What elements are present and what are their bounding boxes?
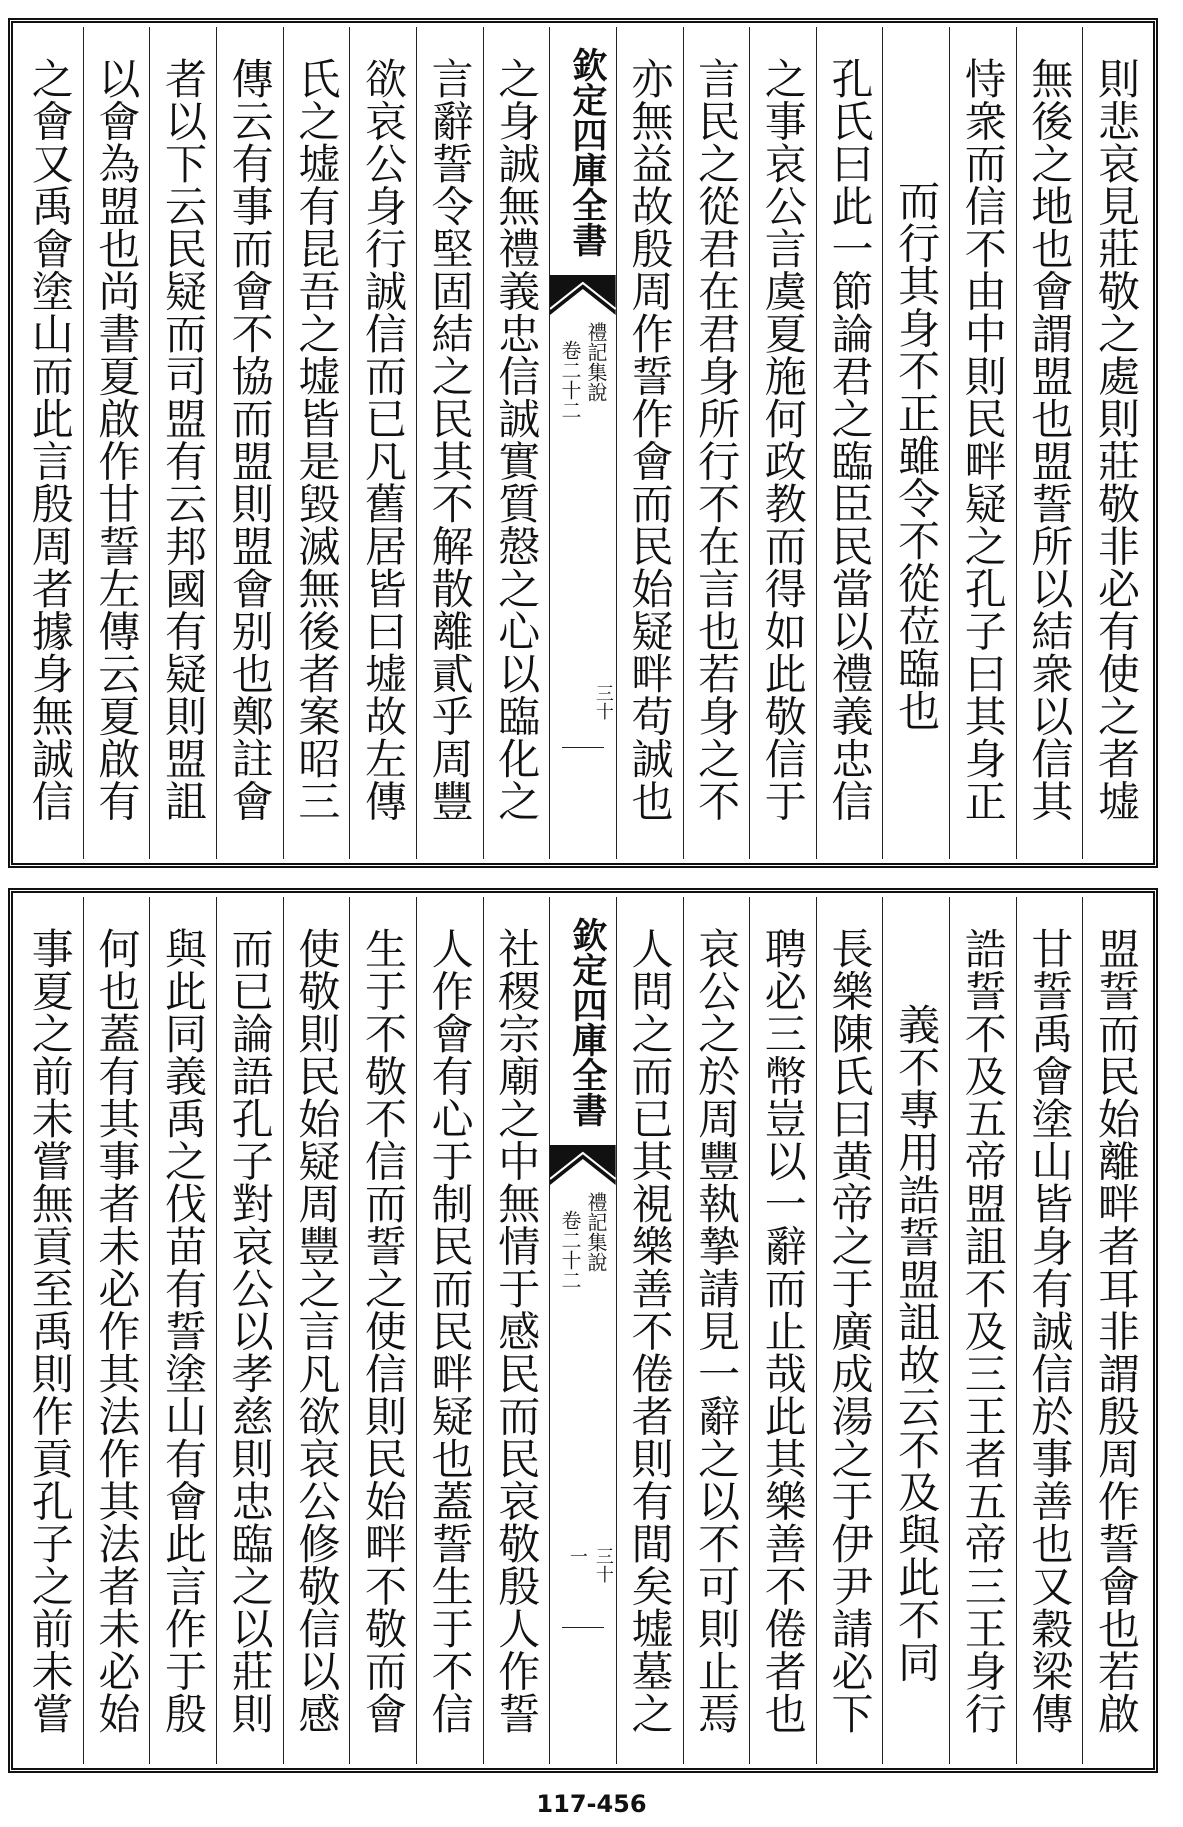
text-column: 生于不敬不信而誓之使信則民始畔不敬而會	[349, 897, 416, 1764]
top-page	[8, 18, 1158, 868]
fold-tick	[562, 1627, 604, 1628]
book-title: 禮記集說	[584, 1192, 609, 1272]
text-column: 恃衆而信不由中則民畔疑之孔子曰其身正	[949, 27, 1016, 859]
text-column: 義不專用誥誓盟詛故云不及與此不同	[882, 897, 949, 1764]
text-column: 何也蓋有其事者未必作其法作其法者未必始	[83, 897, 150, 1764]
text-column: 聘必三幣豈以一辭而止哉此其樂善不倦者也	[749, 897, 816, 1764]
volume-label: 卷二十二	[558, 1210, 583, 1290]
text-column: 以會為盟也尚書夏啟作甘誓左傳云夏啟有	[83, 27, 150, 859]
center-fold-column	[549, 27, 616, 859]
text-column: 言辭誓令堅固結之民其不解散離貳乎周豐	[416, 27, 483, 859]
page-code: 117-456	[536, 1790, 647, 1818]
text-column: 盟誓而民始離畔者耳非謂殷周作誓會也若啟	[1082, 897, 1149, 1764]
text-column: 無後之地也會謂盟也盟誓所以結衆以信其	[1016, 27, 1083, 859]
text-column: 哀公之於周豐執摯請見一辭之以不可則止焉	[683, 897, 750, 1764]
text-column: 與此同義禹之伐苗有誓塗山有會此言作于殷	[149, 897, 216, 1764]
collection-title: 欽定四庫全書	[566, 47, 608, 257]
text-column: 孔氏曰此一節論君之臨臣民當以禮義忠信	[816, 27, 883, 859]
fish-tail-ornament	[550, 1145, 616, 1185]
book-info	[550, 322, 616, 442]
text-column: 長樂陳氏曰黄帝之于廣成湯之于伊尹請必下	[816, 897, 883, 1764]
volume-label: 卷二十二	[558, 340, 583, 420]
text-column: 而行其身不正雖令不從莅臨也	[882, 27, 949, 859]
top-page-columns	[17, 27, 1149, 859]
book-info	[550, 1192, 616, 1312]
text-column: 而已論語孔子對哀公以孝慈則忠臨之以莊則	[216, 897, 283, 1764]
text-column: 言民之從君在君身所行不在言也若身之不	[683, 27, 750, 859]
book-title: 禮記集說	[584, 322, 609, 402]
leaf-number: 三十	[592, 684, 614, 720]
text-column: 者以下云民疑而司盟有云邦國有疑則盟詛	[149, 27, 216, 859]
fish-tail-ornament	[550, 275, 616, 315]
collection-title: 欽定四庫全書	[566, 917, 608, 1127]
text-column: 人問之而已其視樂善不倦者則有間矣墟墓之	[616, 897, 683, 1764]
text-column: 人作會有心于制民而民畔疑也蓋誓生于不信	[416, 897, 483, 1764]
text-column: 則悲哀見莊敬之處則莊敬非必有使之者墟	[1082, 27, 1149, 859]
fold-tick	[562, 747, 604, 748]
text-column: 氏之墟有昆吾之墟皆是毀滅無後者案昭三	[283, 27, 350, 859]
text-column: 亦無益故殷周作誓作會而民始疑畔苟誠也	[616, 27, 683, 859]
leaf-number: 三十一	[566, 1547, 614, 1583]
text-column: 傳云有事而會不協而盟則盟會别也鄭註會	[216, 27, 283, 859]
bottom-page	[8, 888, 1158, 1773]
text-column: 欲哀公身行誠信而已凡舊居皆曰墟故左傳	[349, 27, 416, 859]
text-column: 事夏之前未嘗無貢至禹則作貢孔子之前未嘗	[25, 927, 75, 1735]
text-column: 社稷宗廟之中無情于感民而民哀敬殷人作誓	[483, 897, 550, 1764]
bottom-page-columns	[17, 897, 1149, 1764]
text-column: 誥誓不及五帝盟詛不及三王者五帝三王身行	[949, 897, 1016, 1764]
text-column: 之身誠無禮義忠信誠實質慤之心以臨化之	[483, 27, 550, 859]
text-column: 甘誓禹會塗山皆身有誠信於事善也又穀梁傳	[1016, 897, 1083, 1764]
center-fold-column	[549, 897, 616, 1764]
text-column: 之事哀公言虞夏施何政教而得如此敬信于	[749, 27, 816, 859]
text-column: 使敬則民始疑周豐之言凡欲哀公修敬信以感	[283, 897, 350, 1764]
text-column: 之會又禹會塗山而此言殷周者據身無誠信	[25, 57, 75, 822]
